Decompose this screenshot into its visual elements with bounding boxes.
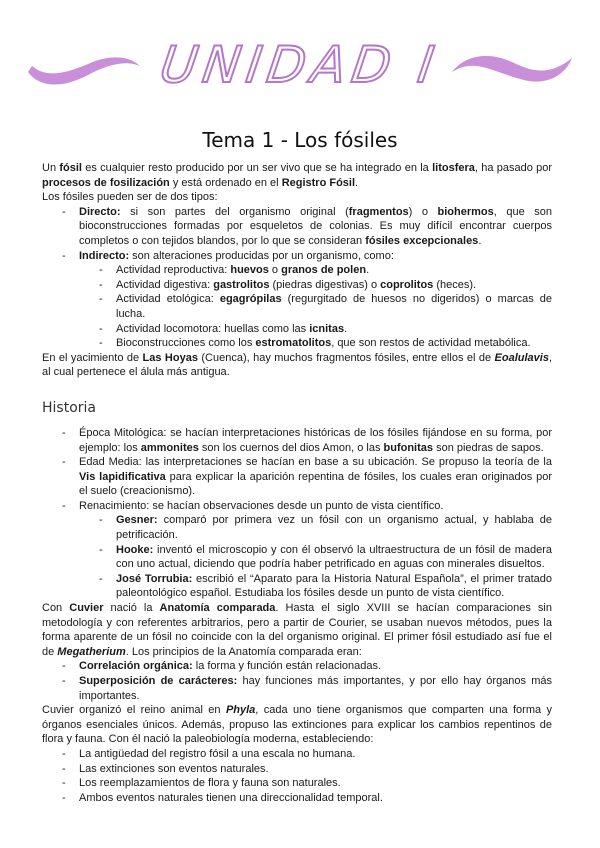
principles-list xyxy=(42,659,552,703)
list-item xyxy=(42,659,552,674)
header-banner xyxy=(0,0,600,110)
text-run: Con xyxy=(42,602,70,615)
text-run: hay funciones más importantes, y por ello hay órganos más importantes. xyxy=(79,675,553,702)
bold-term: fósiles excepcionales xyxy=(365,234,479,247)
sub-list-item xyxy=(79,292,552,321)
bold-term: egagrópilas xyxy=(219,293,282,306)
section-heading-historia: Historia xyxy=(42,399,96,416)
text-run: , ha pasado por xyxy=(474,162,552,174)
text-run: . xyxy=(478,234,482,247)
bold-term: gastrolitos xyxy=(213,278,270,291)
list-item xyxy=(42,776,552,791)
bold-term: Anatomía comparada xyxy=(159,602,276,615)
text-run: ) o xyxy=(408,205,438,218)
text-run: son los cuernos del dios Amon, o las xyxy=(198,441,384,454)
text-run: Edad Media: las interpretaciones se hacían en base a su ubicación. Se propuso la teoría de la xyxy=(79,456,552,469)
list-item xyxy=(42,674,552,703)
bold-term: Superposición de carácteres: xyxy=(79,675,238,687)
bold-term: Cuvier xyxy=(69,602,104,615)
text-run: Actividad etológica: xyxy=(116,293,220,306)
types-intro xyxy=(42,190,552,205)
unit-title: UNIDAD I xyxy=(156,36,444,94)
bold-term: coprolitos xyxy=(380,278,434,291)
list-item xyxy=(42,791,552,806)
text-run: (heces). xyxy=(433,278,477,291)
list-item xyxy=(42,747,552,762)
bold-term: litosfera xyxy=(432,162,475,174)
text-run: nació la xyxy=(103,602,160,615)
text-run: . xyxy=(366,264,370,277)
bold-term: Eoalulavis xyxy=(494,351,549,364)
bold-term: Directo: xyxy=(79,205,121,218)
text-run: escribió el “Aparato para la Historia Natural Española”, el primer tratado paleontológico español. Estudiaba los fósiles desde un punto de vista científico. xyxy=(116,572,552,600)
sub-list-item xyxy=(79,572,552,601)
bold-term: fósil xyxy=(59,162,82,174)
bold-term: icnitas xyxy=(309,322,345,335)
text-run: (piedras digestivas) o xyxy=(269,278,381,291)
text-run: Renacimiento: se hacían observaciones desde un punto de vista científico. xyxy=(79,499,444,512)
text-run: Los fósiles pueden ser de dos tipos: xyxy=(42,191,218,204)
text-run: , que son restos de actividad metabólica. xyxy=(331,337,531,350)
text-run: La antigüedad del registro fósil a una escala no humana. xyxy=(79,747,356,760)
text-run: Actividad digestiva: xyxy=(116,278,214,291)
text-run: Actividad locomotora: huellas como las xyxy=(116,322,310,335)
text-run: Época Mitológica: se hacían interpretaciones históricas de los fósiles fijándose en su forma, por ejemplo: los xyxy=(79,426,552,454)
bold-term: procesos de fosilización xyxy=(42,176,170,189)
text-run: inventó el microscopio y con él observó la ultraestructura de un fósil de madera con uno actual, diciendo que podría haber petrificado en aguas con minerales disueltos. xyxy=(116,543,552,571)
list-item xyxy=(42,499,552,601)
text-run: comparó por primera vez un fósil con un organismo actual, y hablaba de petrificación. xyxy=(116,514,552,542)
list-item xyxy=(42,205,552,249)
text-run: la forma y función están relacionadas. xyxy=(192,660,382,673)
text-run: , cada uno tiene organismos que comparten una forma y órganos esenciales únicos. Además, propuso las extinciones para explicar los cambios repentinos de flora y fauna. Con él nació la paleobiología moderna, estableciendo: xyxy=(42,704,552,746)
cuvier-paragraph xyxy=(42,601,552,659)
text-run: . Los principios de la Anatomía comparada eran: xyxy=(125,645,362,658)
text-run: Actividad reproductiva: xyxy=(116,264,231,277)
sub-list-item xyxy=(79,322,552,337)
sub-list-item xyxy=(79,513,552,542)
history-list xyxy=(42,426,552,601)
bold-term: Gesner: xyxy=(116,514,158,527)
bold-term: Las Hoyas xyxy=(142,351,198,364)
fossil-types-list xyxy=(42,205,552,351)
text-run: Los reemplazamientos de flora y fauna son naturales. xyxy=(79,777,341,790)
document-body xyxy=(42,161,552,805)
sub-list xyxy=(79,263,552,351)
sub-list-item xyxy=(79,336,552,351)
text-run: Bioconstrucciones como los xyxy=(116,337,256,350)
bold-term: Vis lapidificativa xyxy=(79,470,166,483)
text-run: Las extinciones son eventos naturales. xyxy=(79,762,269,775)
text-run: (Cuenca), hay muchos fragmentos fósiles, entre ellos el de xyxy=(197,351,495,364)
bold-term: biohermos xyxy=(437,205,494,218)
text-run: y está ordenado en el xyxy=(169,176,282,189)
text-run: . xyxy=(355,176,359,189)
list-item xyxy=(42,762,552,777)
bold-term: Indirecto: xyxy=(79,249,130,262)
sub-list-item xyxy=(79,543,552,572)
text-run: Un xyxy=(42,162,60,174)
text-run: En el yacimiento de xyxy=(42,351,143,364)
bold-term: Phyla xyxy=(225,704,256,717)
list-item xyxy=(42,426,552,455)
bold-term: huevos xyxy=(230,264,269,277)
las-hoyas-paragraph xyxy=(42,351,552,380)
bold-term: Hooke: xyxy=(116,543,154,556)
phyla-paragraph xyxy=(42,703,552,747)
bold-term: José Torrubia: xyxy=(116,572,193,585)
text-run: , al cual pertenece el álula más antigua. xyxy=(42,351,552,379)
text-run: , que son bioconstrucciones formadas por esqueletos de colonias. Es muy difícil encontrar cuerpos completos o con tejidos blandos, por lo que se consideran xyxy=(79,205,552,247)
bold-term: estromatolitos xyxy=(255,337,332,350)
bold-term: granos de polen xyxy=(281,264,367,277)
sub-list-item xyxy=(79,263,552,278)
list-item xyxy=(42,249,552,351)
sub-list-item xyxy=(79,278,552,293)
bold-term: bufonitas xyxy=(383,441,434,454)
text-run: Cuvier organizó el reino animal en xyxy=(42,704,226,717)
text-run: (regurgitado de huesos no digeridos) o marcas de lucha. xyxy=(116,293,553,320)
text-run: Ambos eventos naturales tienen una direccionalidad temporal. xyxy=(79,791,383,804)
bold-term: fragmentos xyxy=(348,205,409,218)
bold-term: ammonites xyxy=(140,441,199,454)
intro-paragraph xyxy=(42,161,552,190)
list-item xyxy=(42,455,552,499)
paleobiology-list xyxy=(42,747,552,805)
text-run: . Hasta el siglo XVIII se hacían comparaciones sin metodología y con referentes arbitrarios, pero a partir de Courier, se usaban nuevos métodos, pues la forma aparente de un fósil no coincide con la del organismo original. El primer fósil estudiado así fue el de xyxy=(42,602,552,658)
text-run: o xyxy=(268,264,282,277)
text-run: son alteraciones producidas por un organismo, como: xyxy=(129,249,394,262)
text-run: son piedras de sapos. xyxy=(433,441,544,454)
text-run: para explicar la aparición repentina de fósiles, los cuales eran originados por el suelo (creacionismo). xyxy=(79,470,552,498)
bold-term: Correlación orgánica: xyxy=(79,660,193,673)
sub-list xyxy=(79,513,552,601)
bold-term: Registro Fósil xyxy=(281,176,356,189)
page-title: Tema 1 - Los fósiles xyxy=(202,128,398,152)
bold-term: Megatherium xyxy=(57,645,126,658)
text-run: si son partes del organismo original ( xyxy=(120,205,349,218)
text-run: es cualquier resto producido por un ser vivo que se ha integrado en la xyxy=(81,162,433,174)
text-run: . xyxy=(344,322,348,335)
